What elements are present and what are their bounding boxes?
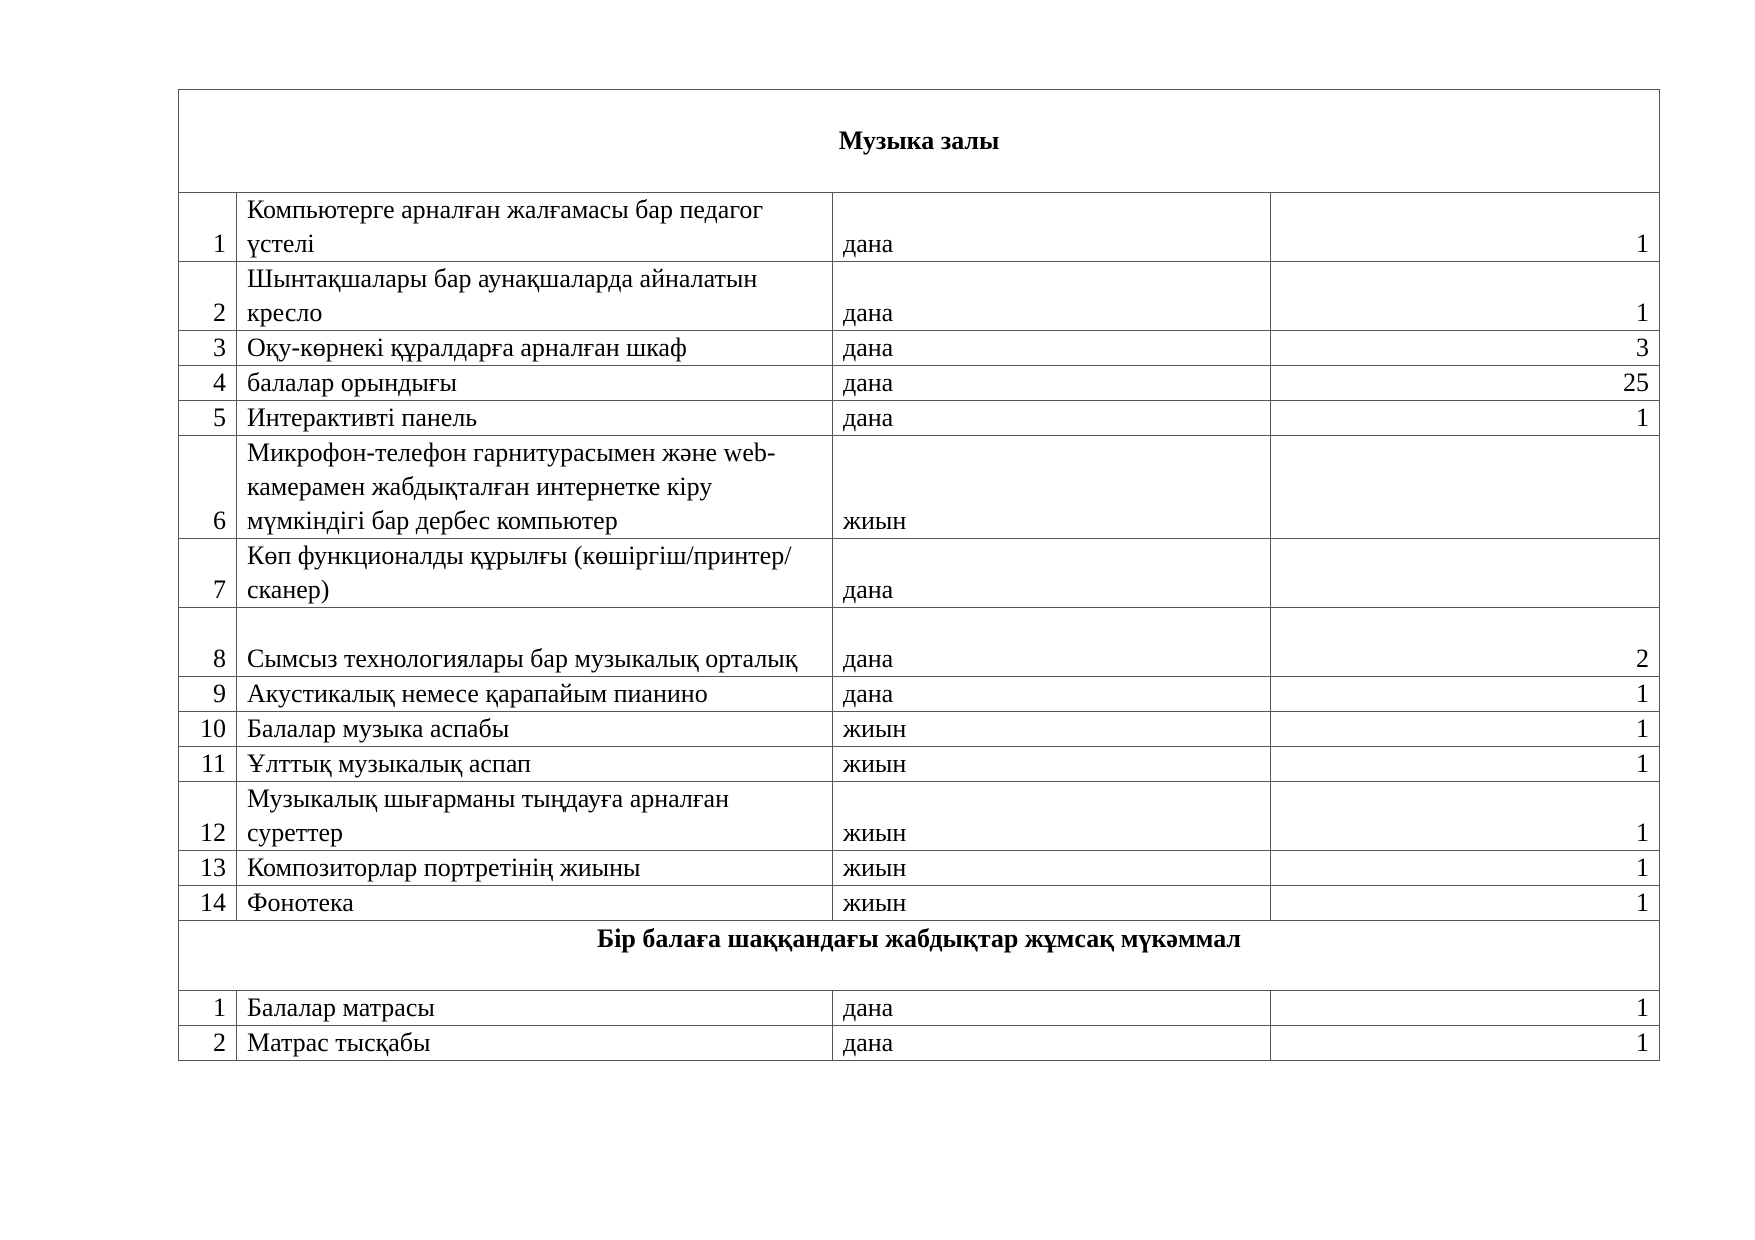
table-row bbox=[179, 193, 1660, 262]
item-name: Ұлттық музыкалық аспап bbox=[237, 747, 833, 782]
item-quantity: 3 bbox=[1271, 331, 1660, 366]
table-row bbox=[179, 401, 1660, 436]
row-number: 4 bbox=[179, 366, 237, 401]
item-unit: жиын bbox=[833, 712, 1271, 747]
equipment-table-body bbox=[179, 90, 1660, 1061]
item-name: Балалар матрасы bbox=[237, 991, 833, 1026]
item-name: Балалар музыка аспабы bbox=[237, 712, 833, 747]
row-number: 13 bbox=[179, 851, 237, 886]
item-name: Сымсыз технологиялары бар музыкалық орталық bbox=[237, 608, 833, 677]
item-quantity: 1 bbox=[1271, 782, 1660, 851]
table-row bbox=[179, 782, 1660, 851]
item-unit: дана bbox=[833, 401, 1271, 436]
item-unit: дана bbox=[833, 991, 1271, 1026]
item-quantity: 1 bbox=[1271, 193, 1660, 262]
row-number: 5 bbox=[179, 401, 237, 436]
item-name: Акустикалық немесе қарапайым пианино bbox=[237, 677, 833, 712]
row-number: 6 bbox=[179, 436, 237, 539]
item-unit: дана bbox=[833, 608, 1271, 677]
row-number: 9 bbox=[179, 677, 237, 712]
item-unit: дана bbox=[833, 539, 1271, 608]
item-quantity: 1 bbox=[1271, 851, 1660, 886]
table-row bbox=[179, 331, 1660, 366]
row-number: 1 bbox=[179, 193, 237, 262]
item-name: Музыкалық шығарманы тыңдауға арналған суреттер bbox=[237, 782, 833, 851]
item-quantity: 1 bbox=[1271, 747, 1660, 782]
item-unit: дана bbox=[833, 1026, 1271, 1061]
row-number: 7 bbox=[179, 539, 237, 608]
table-row bbox=[179, 747, 1660, 782]
table-row bbox=[179, 677, 1660, 712]
table-row bbox=[179, 539, 1660, 608]
item-unit: жиын bbox=[833, 436, 1271, 539]
item-quantity: 25 bbox=[1271, 366, 1660, 401]
table-row bbox=[179, 1026, 1660, 1061]
item-name: Композиторлар портретінің жиыны bbox=[237, 851, 833, 886]
item-name: Көп функционалды құрылғы (көшіргіш/принтер/сканер) bbox=[237, 539, 833, 608]
item-name: Фонотека bbox=[237, 886, 833, 921]
item-unit: дана bbox=[833, 331, 1271, 366]
item-quantity: 1 bbox=[1271, 712, 1660, 747]
row-number: 14 bbox=[179, 886, 237, 921]
row-number: 10 bbox=[179, 712, 237, 747]
item-quantity: 2 bbox=[1271, 608, 1660, 677]
item-quantity bbox=[1271, 436, 1660, 539]
table-row bbox=[179, 366, 1660, 401]
item-name: Компьютерге арналған жалғамасы бар педагог үстелі bbox=[237, 193, 833, 262]
item-unit: дана bbox=[833, 193, 1271, 262]
equipment-table bbox=[178, 89, 1660, 1061]
item-quantity: 1 bbox=[1271, 991, 1660, 1026]
table-row bbox=[179, 262, 1660, 331]
row-number: 3 bbox=[179, 331, 237, 366]
item-unit: дана bbox=[833, 677, 1271, 712]
item-quantity: 1 bbox=[1271, 886, 1660, 921]
section-title: Бір балаға шаққандағы жабдықтар жұмсақ мүкәммал bbox=[179, 921, 1660, 991]
item-quantity: 1 bbox=[1271, 677, 1660, 712]
item-unit: жиын bbox=[833, 886, 1271, 921]
row-number: 11 bbox=[179, 747, 237, 782]
table-row bbox=[179, 436, 1660, 539]
item-name: Оқу-көрнекі құралдарға арналған шкаф bbox=[237, 331, 833, 366]
table-row bbox=[179, 608, 1660, 677]
item-quantity: 1 bbox=[1271, 1026, 1660, 1061]
item-name: Микрофон-телефон гарнитурасымен және web-камерамен жабдықталған интернетке кіру мүмкіндігі бар дербес компьютер bbox=[237, 436, 833, 539]
row-number: 2 bbox=[179, 1026, 237, 1061]
item-unit: жиын bbox=[833, 782, 1271, 851]
item-quantity: 1 bbox=[1271, 262, 1660, 331]
item-unit: дана bbox=[833, 366, 1271, 401]
section-header-row bbox=[179, 921, 1660, 991]
item-unit: жиын bbox=[833, 747, 1271, 782]
table-row bbox=[179, 851, 1660, 886]
row-number: 2 bbox=[179, 262, 237, 331]
section-header-row bbox=[179, 90, 1660, 193]
item-name: балалар орындығы bbox=[237, 366, 833, 401]
item-quantity: 1 bbox=[1271, 401, 1660, 436]
item-name: Шынтақшалары бар аунақшаларда айналатын кресло bbox=[237, 262, 833, 331]
row-number: 12 bbox=[179, 782, 237, 851]
item-unit: жиын bbox=[833, 851, 1271, 886]
section-title: Музыка залы bbox=[179, 90, 1660, 193]
table-row bbox=[179, 991, 1660, 1026]
table-row bbox=[179, 712, 1660, 747]
table-row bbox=[179, 886, 1660, 921]
row-number: 1 bbox=[179, 991, 237, 1026]
row-number: 8 bbox=[179, 608, 237, 677]
item-unit: дана bbox=[833, 262, 1271, 331]
item-quantity bbox=[1271, 539, 1660, 608]
item-name: Матрас тысқабы bbox=[237, 1026, 833, 1061]
item-name: Интерактивті панель bbox=[237, 401, 833, 436]
